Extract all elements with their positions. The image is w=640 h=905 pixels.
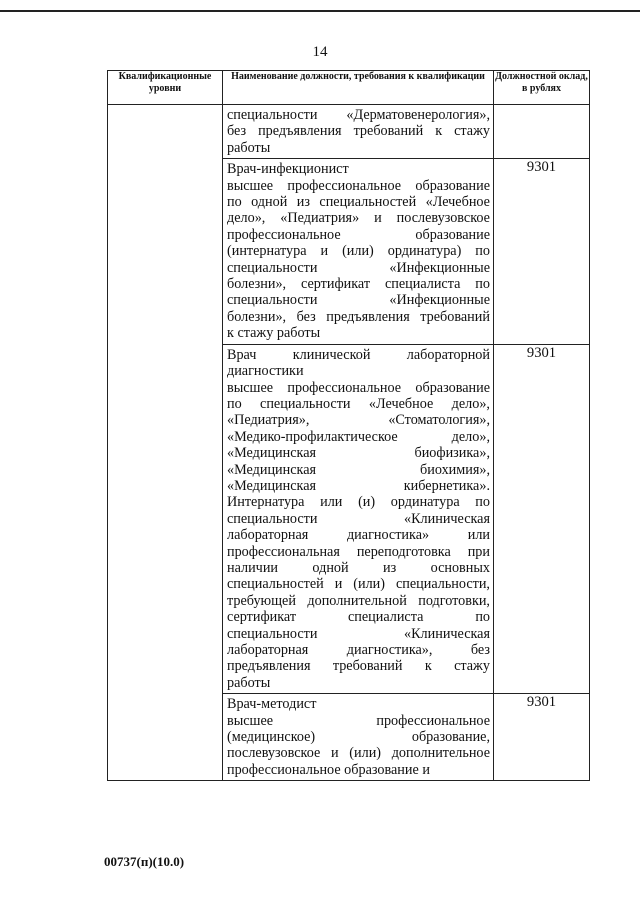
text-line: специальностей и (или) специальности, [227, 576, 490, 593]
salary-cell: 9301 [494, 344, 590, 694]
table-header-row [108, 71, 590, 105]
header-position: Наименование должности, требования к квалификации [223, 71, 494, 105]
text-line: «Педиатрия», «Стоматология», [227, 412, 490, 429]
text-line: Врач клинической лабораторной [227, 346, 490, 363]
text-line: (интернатура и (или) ординатура) по [227, 243, 490, 260]
text-line: послевузовское и (или) дополнительное [227, 745, 490, 762]
text-line: наличии одной из основных [227, 559, 490, 576]
text-line: (медицинское) образование, [227, 729, 490, 746]
text-line: высшее профессиональное [227, 712, 490, 729]
text-line: диагностики [227, 363, 304, 380]
document-code: 00737(п)(10.0) [104, 854, 185, 869]
position-cell [223, 105, 494, 159]
text-line: лабораторная диагностика», без [227, 642, 490, 658]
page-number: 14 [312, 44, 328, 60]
header-levels: Квалификационные уровни [108, 71, 223, 105]
text-line: «Медицинская биофизика», [227, 445, 490, 462]
position-cell [223, 159, 494, 344]
text-line: «Медицинская биохимия», [227, 461, 490, 478]
header-salary: Должностной оклад, в рублях [494, 71, 590, 105]
text-line: профессиональное образование и [227, 761, 430, 778]
text-line: профессиональное образование [227, 226, 490, 243]
levels-cell [108, 105, 223, 781]
salary-table [107, 70, 590, 781]
text-line: «Медицинская кибернетика». [227, 477, 490, 494]
text-line: высшее профессиональное образование [227, 177, 490, 194]
table-row [108, 105, 590, 159]
text-line: Врач-методист [227, 696, 317, 713]
text-line: специальности «Инфекционные [227, 292, 490, 309]
text-line: Интернатура или (и) ординатура по [227, 494, 490, 511]
text-line: специальности «Клиническая [227, 510, 490, 527]
text-line: болезни», без предъявления требований [227, 308, 490, 325]
text-line: болезни», сертификат специалиста по [227, 276, 490, 293]
text-line: профессиональная переподготовка при [227, 543, 490, 560]
text-line: по одной из специальностей «Лечебное [227, 194, 490, 211]
text-line: предъявления требований к стажу [227, 658, 490, 675]
position-cell [223, 694, 494, 781]
text-line: специальности «Инфекционные [227, 259, 490, 276]
top-rule [0, 10, 640, 12]
salary-cell [494, 105, 590, 159]
text-line: «Медико-профилактическое дело», [227, 428, 490, 445]
salary-cell: 9301 [494, 694, 590, 781]
text-line: к стажу работы [227, 325, 321, 342]
text-line: работы [227, 139, 271, 156]
text-line: по специальности «Лечебное дело», [227, 395, 490, 412]
text-line: специальности «Клиническая [227, 625, 490, 642]
text-line: дело», «Педиатрия» и послевузовское [227, 210, 490, 227]
position-cell [223, 344, 494, 694]
text-line: без предъявления требований к стажу [227, 123, 490, 140]
salary-cell: 9301 [494, 159, 590, 344]
text-line: работы [227, 674, 271, 691]
text-line: Врач-инфекционист [227, 161, 349, 178]
text-line: высшее профессиональное образование [227, 379, 490, 396]
text-line: сертификат специалиста по [227, 609, 490, 626]
text-line: специальности «Дерматовенерология», [227, 107, 490, 123]
text-line: требующей дополнительной подготовки, [227, 592, 490, 609]
text-line: лабораторная диагностика» или [227, 527, 490, 544]
